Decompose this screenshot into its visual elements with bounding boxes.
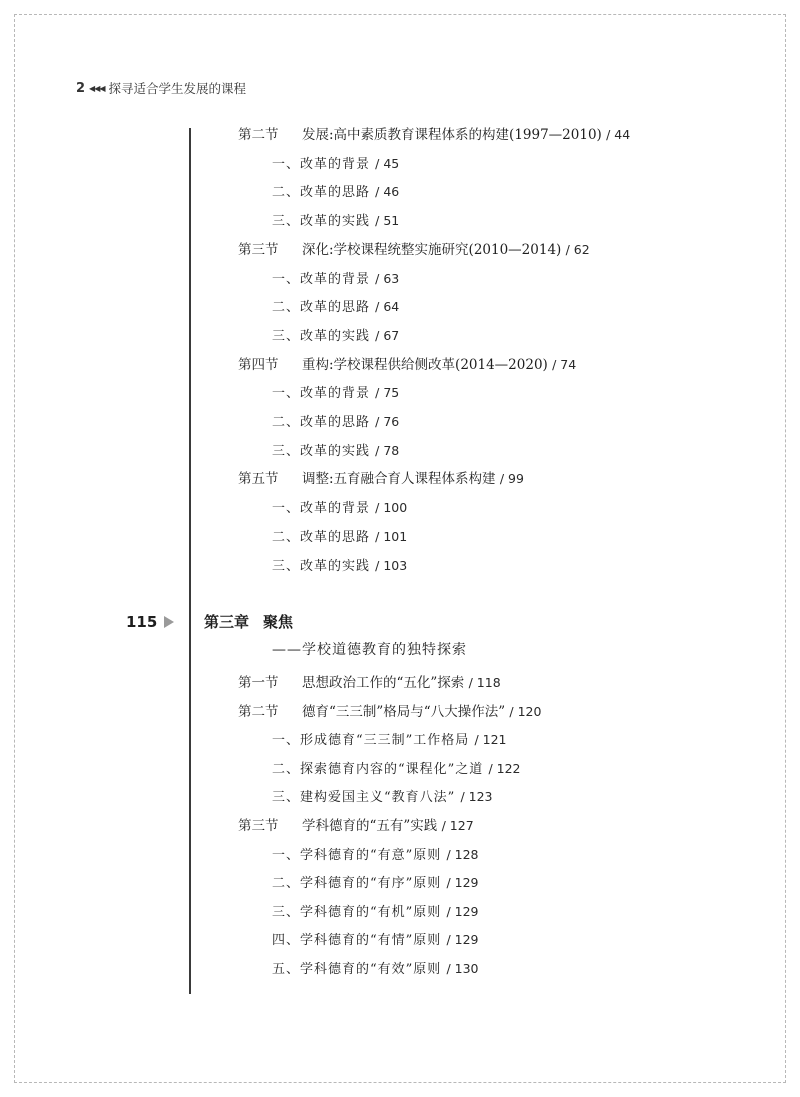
entry-page-number: / 67: [375, 327, 400, 343]
toc-subsection-entry[interactable]: [272, 728, 506, 752]
entry-title: 一、改革的背景: [272, 386, 371, 402]
entry-title: 二、学科德育的“有序”原则: [272, 876, 442, 892]
entry-page-number: / 75: [375, 385, 400, 401]
toc-subsection-entry[interactable]: [272, 554, 407, 578]
toc-subsection-entry[interactable]: [272, 267, 399, 291]
toc-subsection-entry[interactable]: [272, 757, 520, 781]
triple-arrow-icon: ◀◀◀: [89, 83, 105, 93]
entry-title: 三、改革的实践: [272, 443, 371, 459]
book-title: 探寻适合学生发展的课程: [108, 81, 247, 96]
entry-page-number: / 62: [565, 241, 590, 257]
chapter-title: 聚焦: [263, 613, 294, 631]
entry-page-number: / 129: [446, 932, 479, 948]
entry-title: 一、形成德育“三三制”工作格局: [272, 733, 470, 749]
entry-title: 二、改革的思路: [272, 415, 371, 430]
chapter-page-number[interactable]: 115: [126, 613, 158, 631]
entry-page-number: / 118: [468, 675, 501, 690]
toc-subsection-entry[interactable]: [272, 180, 399, 204]
entry-title: 三、学科德育的“有机”原则: [272, 904, 442, 920]
entry-page-number: / 74: [552, 356, 577, 372]
toc-section-entry[interactable]: [238, 814, 474, 838]
entry-title: 二、改革的思路: [272, 529, 371, 545]
toc-subsection-entry[interactable]: [272, 152, 399, 176]
entry-page-number: / 129: [446, 875, 479, 891]
entry-title: 一、改革的背景: [272, 271, 371, 287]
entry-page-number: / 130: [446, 961, 479, 976]
entry-page-number: / 64: [375, 299, 400, 315]
entry-title: 发展:高中素质教育课程体系的构建(1997—2010): [302, 127, 602, 143]
toc-subsection-entry[interactable]: [272, 209, 399, 233]
page-number: 2: [76, 80, 86, 96]
entry-title: 五、学科德育的“有效”原则: [272, 962, 442, 977]
entry-page-number: / 121: [474, 732, 507, 748]
section-label: 第四节: [238, 356, 279, 373]
toc-section-entry[interactable]: [238, 238, 590, 262]
entry-page-number: / 122: [488, 760, 521, 776]
entry-page-number: / 101: [375, 528, 408, 544]
toc-subsection-entry[interactable]: [272, 928, 478, 952]
toc-section-entry[interactable]: [238, 467, 524, 491]
entry-title: 一、改革的背景: [272, 156, 371, 172]
toc-section-entry[interactable]: [238, 123, 630, 147]
entry-page-number: / 99: [499, 471, 524, 487]
toc-section-entry[interactable]: [238, 353, 576, 377]
entry-title: 二、改革的思路: [272, 185, 371, 201]
entry-page-number: / 103: [375, 557, 408, 573]
toc-subsection-entry[interactable]: [272, 439, 399, 463]
toc-subsection-entry[interactable]: [272, 324, 399, 348]
toc-section-entry[interactable]: [238, 700, 541, 724]
section-label: 第三节: [238, 818, 279, 834]
entry-page-number: / 46: [375, 184, 400, 200]
entry-page-number: / 63: [375, 270, 400, 286]
entry-title: 四、学科德育的“有情”原则: [272, 933, 442, 949]
entry-page-number: / 76: [375, 414, 400, 429]
toc-subsection-entry[interactable]: [272, 381, 399, 405]
entry-title: 三、改革的实践: [272, 214, 371, 230]
entry-title: 三、改革的实践: [272, 558, 371, 574]
toc-subsection-entry[interactable]: [272, 295, 399, 319]
entry-title: 三、改革的实践: [272, 328, 371, 344]
entry-title: 重构:学校课程供给侧改革(2014—2020): [302, 356, 548, 373]
entry-page-number: / 51: [375, 213, 400, 229]
toc-subsection-entry[interactable]: [272, 957, 478, 981]
toc-subsection-entry[interactable]: [272, 525, 407, 549]
entry-page-number: / 120: [509, 703, 542, 719]
section-label: 第二节: [238, 703, 279, 720]
entry-page-number: / 78: [375, 442, 400, 458]
toc-section-entry[interactable]: [238, 671, 501, 695]
entry-page-number: / 44: [606, 127, 631, 142]
entry-page-number: / 129: [446, 903, 479, 919]
entry-title: 调整:五育融合育人课程体系构建: [302, 471, 496, 488]
toc-subsection-entry[interactable]: [272, 496, 407, 520]
entry-title: 学科德育的“五有”实践: [302, 818, 438, 834]
toc-subsection-entry[interactable]: [272, 785, 492, 809]
entry-title: 深化:学校课程统整实施研究(2010—2014): [302, 241, 562, 258]
toc-subsection-entry[interactable]: [272, 871, 478, 895]
entry-title: 思想政治工作的“五化”探索: [302, 675, 465, 691]
entry-title: 德育“三三制”格局与“八大操作法”: [302, 703, 506, 720]
section-label: 第二节: [238, 127, 279, 143]
entry-title: 一、学科德育的“有意”原则: [272, 847, 442, 863]
entry-title: 二、改革的思路: [272, 300, 371, 316]
entry-page-number: / 45: [375, 155, 400, 171]
entry-page-number: / 127: [441, 818, 474, 833]
section-label: 第一节: [238, 675, 279, 691]
section-label: 第五节: [238, 471, 279, 488]
entry-page-number: / 128: [446, 846, 479, 862]
toc-subsection-entry[interactable]: [272, 410, 399, 434]
entry-title: 一、改革的背景: [272, 501, 371, 517]
chapter-label: 第三章: [204, 613, 250, 631]
entry-title: 三、建构爱国主义“教育八法”: [272, 790, 456, 806]
chapter-subtitle: ——学校道德教育的独特探索: [272, 642, 467, 658]
toc-subsection-entry[interactable]: [272, 843, 478, 867]
toc-subsection-entry[interactable]: [272, 900, 478, 924]
entry-page-number: / 100: [375, 500, 408, 516]
section-label: 第三节: [238, 241, 279, 258]
entry-title: 二、探索德育内容的“课程化”之道: [272, 761, 484, 777]
entry-page-number: / 123: [460, 789, 493, 805]
